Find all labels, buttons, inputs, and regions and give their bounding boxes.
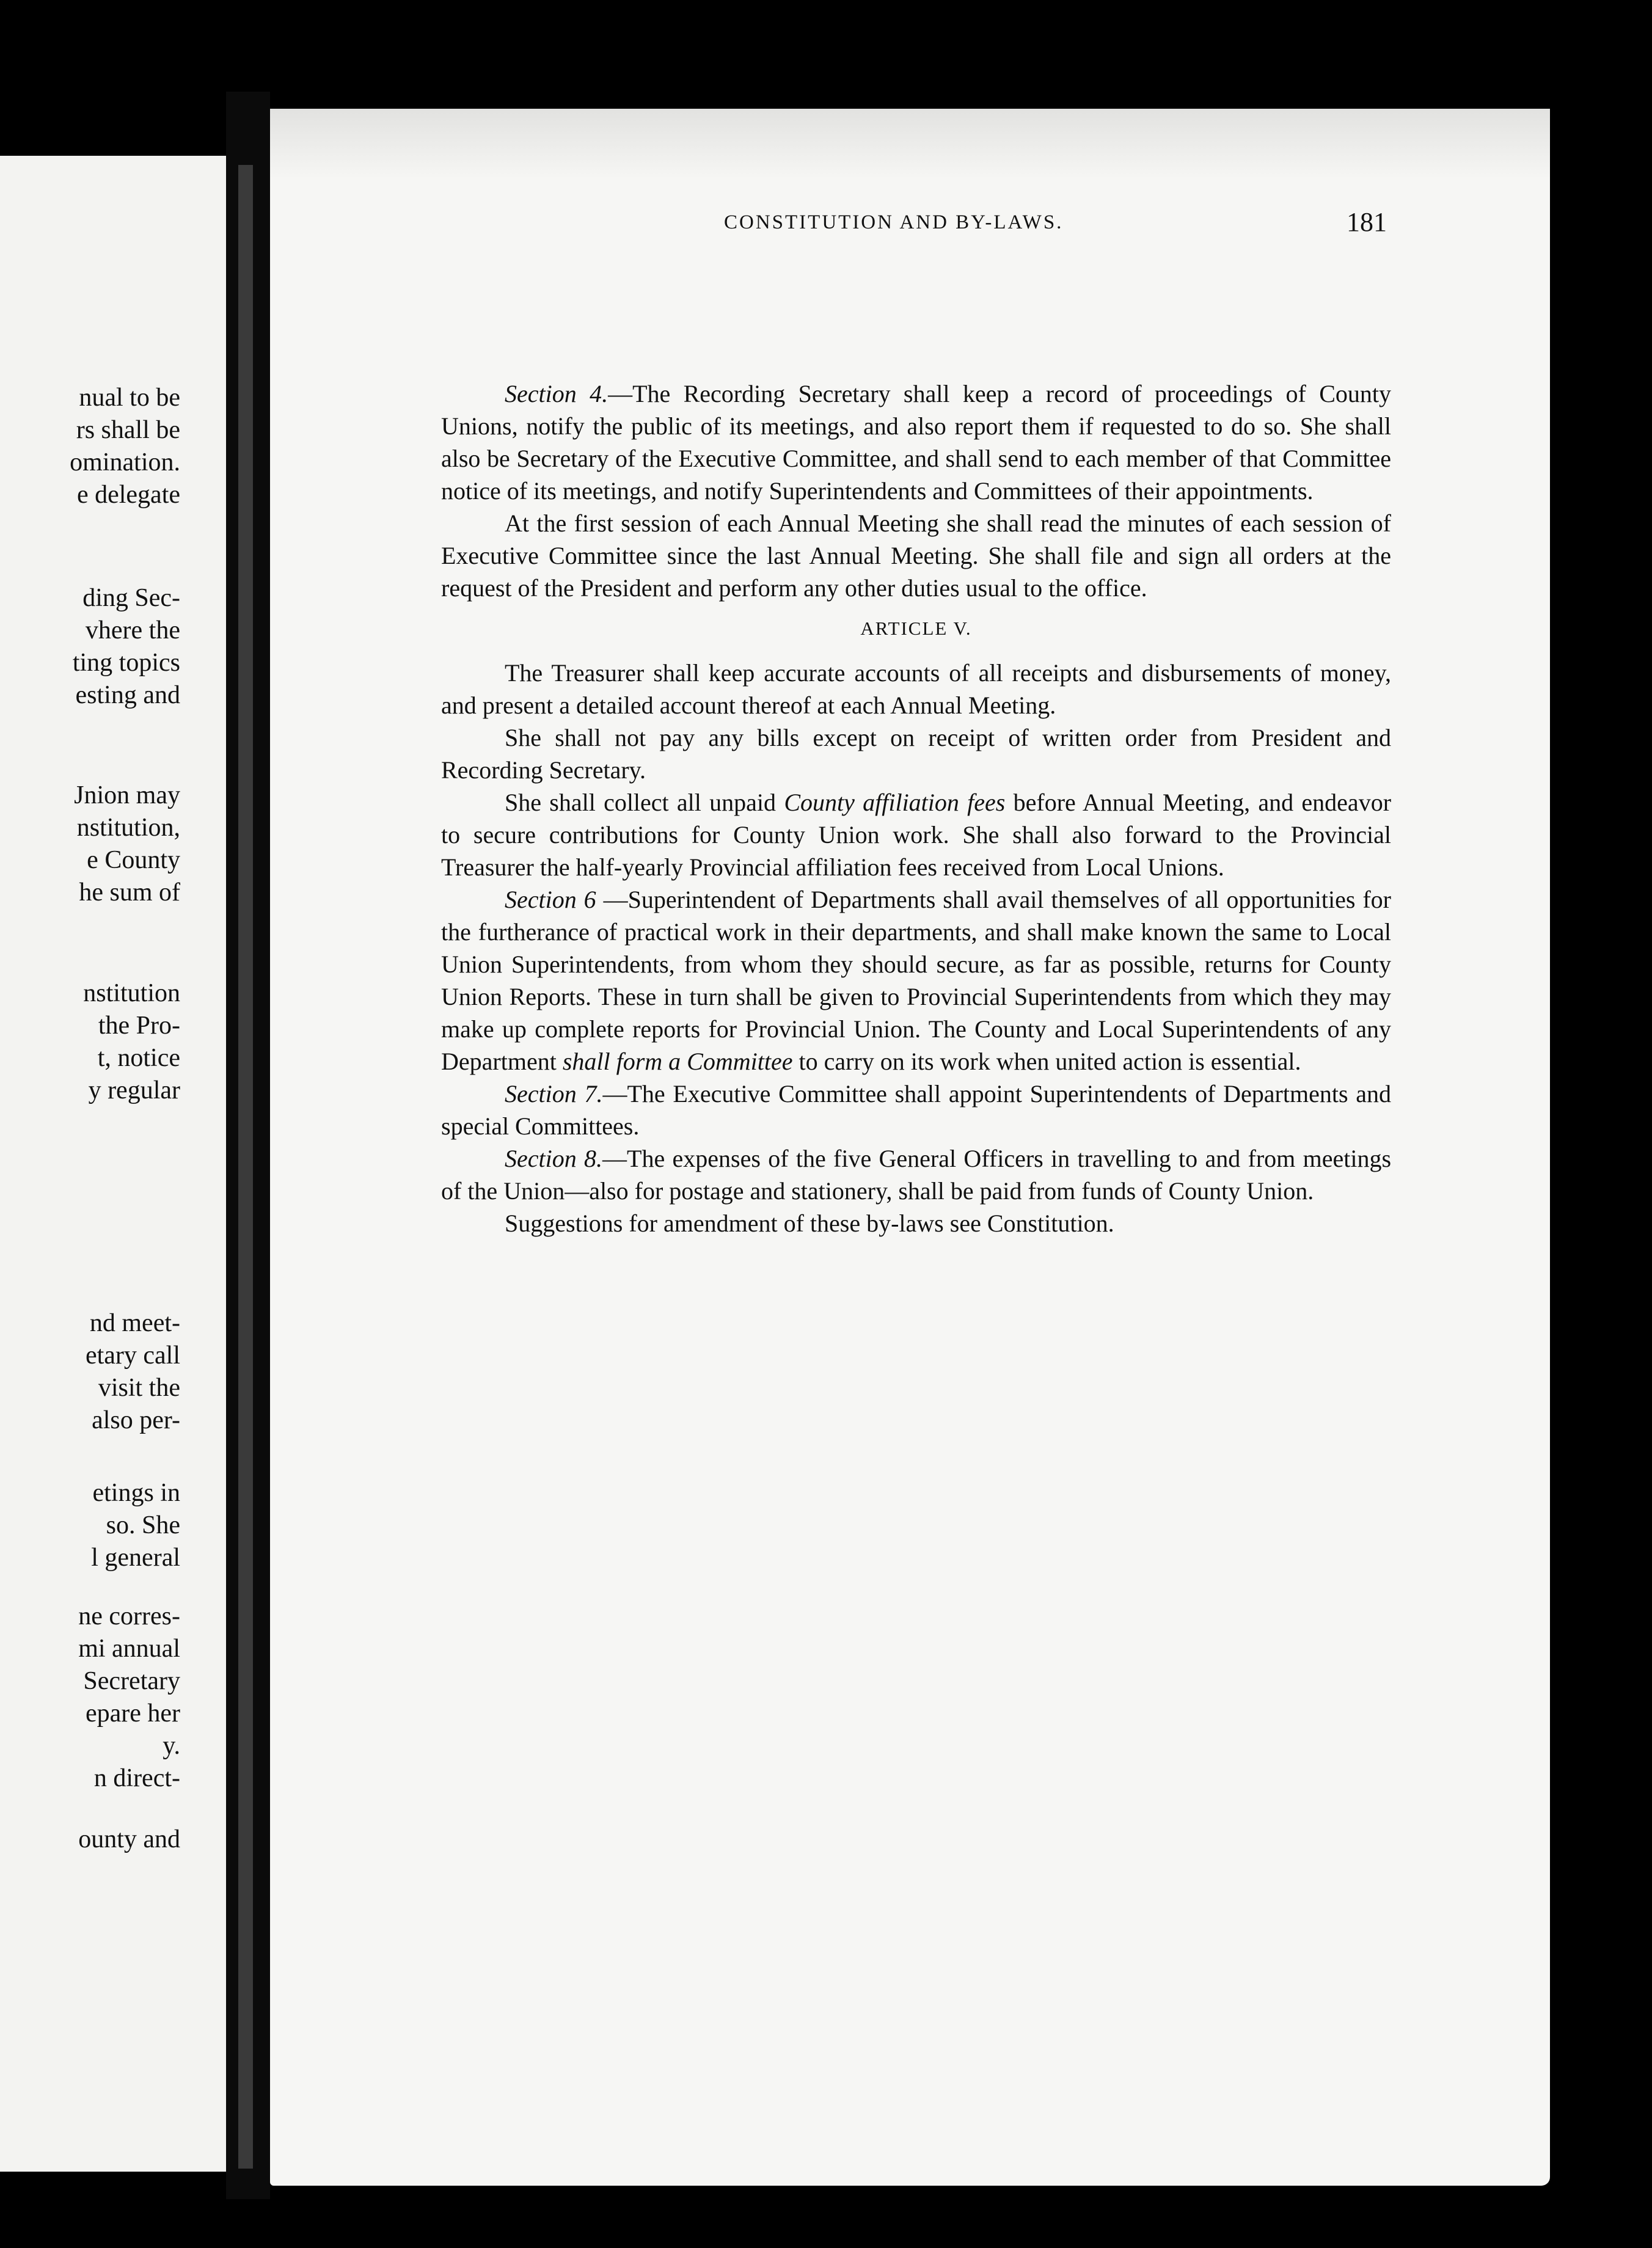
page-number: 181 [1347,207,1387,237]
facing-page-line: e delegate [76,481,180,509]
facing-page-line: etary call [85,1341,180,1370]
facing-page-line: e County [87,846,180,874]
facing-page-line: t, notice [97,1044,180,1072]
facing-page-line: n direct- [93,1764,180,1792]
facing-page [0,156,228,2172]
facing-page-line: ting topics [72,649,180,677]
section-label: Section 7. [505,1080,603,1108]
paragraph-text: —The expenses of the five General Officers in travelling to and from meetings of the Union—also for postage and stationery, shall be paid from funds of County Union. [441,1145,1392,1205]
facing-page-line: nstitution, [76,814,180,842]
section-4-paragraph-2: At the first session of each Annual Meeting she shall read the minutes of each session of Executive Committee since the last Annual Meeting. She shall file and sign all orders at the request of the President and perform any other duties usual to the office. [441,509,1391,602]
facing-page-line: nd meet- [89,1309,180,1337]
emphasis-text: shall form a Committee [562,1048,793,1075]
facing-page-line: y regular [88,1076,180,1104]
facing-page-line: ding Sec- [82,584,180,612]
facing-page-line: so. She [106,1511,180,1539]
article-5-paragraph-3 [441,786,1391,883]
facing-page-line: omination. [70,448,180,476]
facing-page-line: vhere the [85,616,180,644]
section-7-paragraph [441,1078,1391,1142]
section-label: Section 6 [505,886,596,913]
facing-page-line: y. [163,1732,180,1760]
suggestions-paragraph: Suggestions for amendment of these by-laws see Constitution. [505,1210,1114,1237]
facing-page-line: nstitution [83,979,180,1007]
paragraph-text: —The Executive Committee shall appoint Superintendents of Departments and special Committees. [441,1080,1392,1140]
facing-page-line: l general [91,1544,180,1572]
emphasis-text: County affiliation fees [784,789,1006,816]
paragraph-text: —The Recording Secretary shall keep a record of proceedings of County Unions, notify the public of its meetings, and also report them if requested to do so. She shall also be Secretary of the Executive Committee, and shall send to each member of that Committee notice of its meetings, and notify Superintendents and Committees of their appointments. [441,380,1391,505]
facing-page-line: nual to be [79,384,180,412]
section-8-paragraph [441,1142,1391,1207]
article-5-paragraph-1: The Treasurer shall keep accurate accounts of all receipts and disbursements of money, and present a detailed account thereof at each Annual Meeting. [441,659,1391,719]
running-head: CONSTITUTION AND BY-LAWS. [724,211,1064,233]
facing-page-line: mi annual [78,1635,180,1663]
paragraph-text: —Superintendent of Departments shall avail themselves of all opportunities for the furtherance of practical work in their departments, and shall make known the same to Local Union Superintendents, from whom they should secure, as far as possible, returns for County Union Reports. These in turn shall be given to Provincial Superintendents from which they may make up complete reports for Provincial Union. The County and Local Superintendents of any Department [441,886,1392,1075]
paragraph-text: before Annual Meeting, and endeavor to secure contributions for County Union work. She shall also forward to the Provincial Treasurer the half-yearly Provincial affiliation fees received from Local Unions. [441,789,1392,881]
page-top-edge [270,109,1550,179]
section-4-paragraph [441,378,1391,507]
facing-page-line: etings in [92,1479,180,1507]
facing-page-line: epare her [85,1699,180,1728]
facing-page-line: visit the [98,1374,180,1402]
article-5-paragraph-2: She shall not pay any bills except on receipt of written order from President and Recording Secretary. [441,724,1391,784]
section-label: Section 4. [505,380,609,407]
section-6-paragraph [441,883,1391,1078]
facing-page-line: esting and [75,681,180,709]
facing-page-line: the Pro- [98,1012,180,1040]
page-header [422,206,1387,243]
binding-strip [238,165,253,2169]
facing-page-line: Secretary [83,1667,180,1695]
facing-page-line: ne corres- [78,1602,180,1630]
facing-page-line: also per- [92,1406,180,1434]
page-body [441,378,1391,1239]
facing-page-line: rs shall be [76,416,180,444]
book-gutter [226,92,270,2199]
section-label: Section 8. [505,1145,603,1172]
paragraph-text: She shall collect all unpaid [505,789,784,816]
facing-page-line: Jnion may [74,781,180,809]
paragraph-text: to carry on its work when united action is essential. [792,1048,1301,1075]
article-heading: ARTICLE V. [860,618,972,639]
facing-page-line: he sum of [79,878,180,907]
facing-page-line: ounty and [78,1825,180,1853]
